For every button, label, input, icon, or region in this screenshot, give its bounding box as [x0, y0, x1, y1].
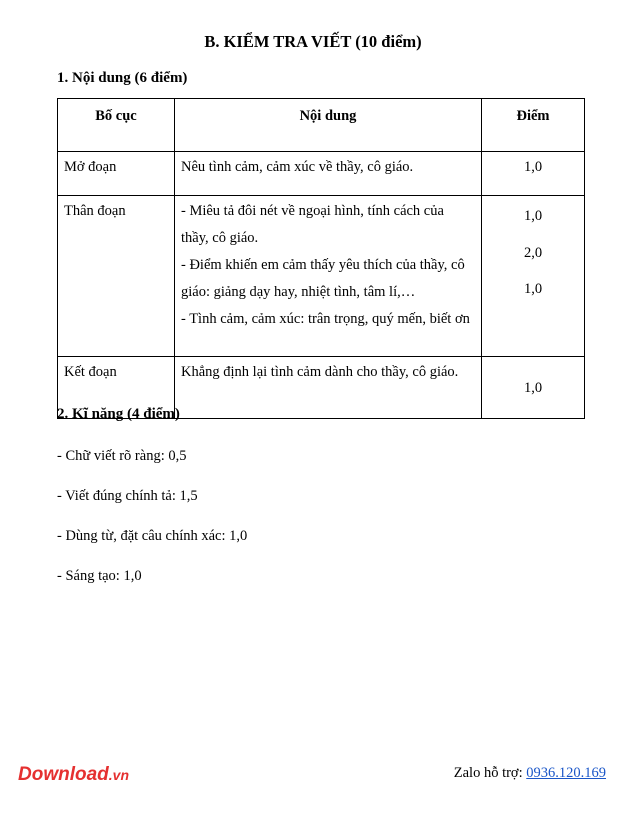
cell-content: Khẳng định lại tình cảm dành cho thầy, cô giáo.	[175, 357, 482, 419]
skill-item: - Viết đúng chính tả: 1,5	[57, 488, 198, 504]
document-title: B. KIỂM TRA VIẾT (10 điểm)	[204, 32, 422, 51]
score-value: 1,0	[523, 281, 543, 297]
content-line: - Tình cảm, cảm xúc: trân trọng, quý mến, biết ơn	[181, 311, 470, 327]
phone-link[interactable]: 0936.120.169	[526, 765, 606, 781]
table-row	[58, 196, 585, 357]
cell-part: Thân đoạn	[58, 196, 175, 357]
cell-score: 1,0	[482, 357, 585, 419]
section-skills-heading: 2. Kĩ năng (4 điểm)	[57, 406, 180, 422]
section-content-heading: 1. Nội dung (6 điểm)	[57, 70, 188, 86]
cell-score: 1,0	[482, 152, 585, 196]
cell-part: Mở đoạn	[58, 152, 175, 196]
support-label: Zalo hỗ trợ:	[453, 765, 523, 781]
content-line: - Miêu tả đôi nét về ngoại hình, tính cách của thầy, cô giáo.	[181, 203, 444, 246]
table-header-row	[58, 99, 585, 152]
header-score: Điểm	[482, 99, 585, 152]
footer-contact	[454, 765, 606, 782]
cell-content	[175, 196, 482, 357]
cell-content: Nêu tình cảm, cảm xúc về thầy, cô giáo.	[175, 152, 482, 196]
cell-part: Kết đoạn	[58, 357, 175, 419]
logo-suffix: .vn	[108, 767, 130, 783]
cell-score	[482, 196, 585, 357]
download-logo[interactable]	[18, 764, 129, 786]
table-row	[58, 152, 585, 196]
score-value: 2,0	[523, 244, 543, 261]
content-line: - Điểm khiến em cảm thấy yêu thích của thầy, cô giáo: giảng dạy hay, nhiệt tình, tâm lí,…	[181, 257, 465, 300]
scoring-table	[57, 98, 585, 419]
logo-text: Download	[18, 764, 109, 785]
header-content: Nội dung	[175, 99, 482, 152]
header-structure: Bố cục	[58, 99, 175, 152]
skill-item: - Dùng từ, đặt câu chính xác: 1,0	[57, 528, 248, 544]
score-value: 1,0	[523, 208, 543, 224]
skill-item: - Chữ viết rõ ràng: 0,5	[57, 448, 187, 464]
skill-item: - Sáng tạo: 1,0	[57, 568, 142, 584]
